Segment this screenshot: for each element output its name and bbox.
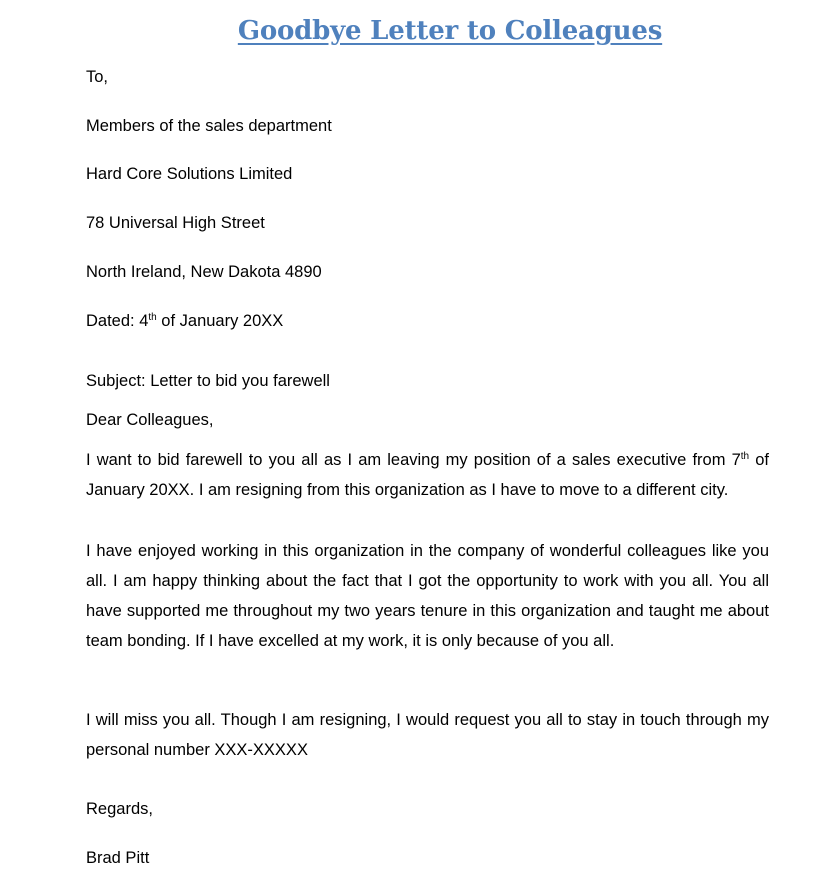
date-line	[86, 311, 283, 331]
recipient-line-1: Members of the sales department	[86, 117, 332, 135]
paragraph-1	[86, 445, 769, 505]
date-ordinal: th	[148, 312, 157, 323]
recipient-line-3: 78 Universal High Street	[86, 214, 265, 232]
paragraph-1-part-1: I want to bid farewell to you all as I am leaving my position of a sales executive from 7	[86, 451, 741, 469]
closing: Regards,	[86, 800, 153, 818]
recipient-line-2: Hard Core Solutions Limited	[86, 165, 293, 183]
recipient-line-4: North Ireland, New Dakota 4890	[86, 263, 322, 281]
date-prefix: Dated: 4	[86, 312, 149, 330]
paragraph-2: I have enjoyed working in this organization in the company of wonderful colleagues like you all. I am happy thinking about the fact that I got the opportunity to work with you all. You all have supported me throughout my two years tenure in this organization and taught me about team bonding. If I have excelled at my work, it is only because of you all.	[86, 542, 769, 650]
paragraph-1-ordinal: th	[740, 451, 750, 462]
signature: Brad Pitt	[86, 849, 150, 867]
date-suffix: of January 20XX	[156, 312, 284, 330]
greeting: Dear Colleagues,	[86, 411, 214, 429]
letter-title: Goodbye Letter to Colleagues	[237, 16, 663, 46]
paragraph-3: I will miss you all. Though I am resigning, I would request you all to stay in touch through my personal number XXX-XXXXX	[86, 711, 769, 759]
paragraph-1-part-2: of January 20XX. I am resigning from this organization as I have to move to a different city.	[86, 451, 769, 499]
to-label: To,	[86, 68, 109, 86]
subject-line: Subject: Letter to bid you farewell	[86, 372, 330, 390]
